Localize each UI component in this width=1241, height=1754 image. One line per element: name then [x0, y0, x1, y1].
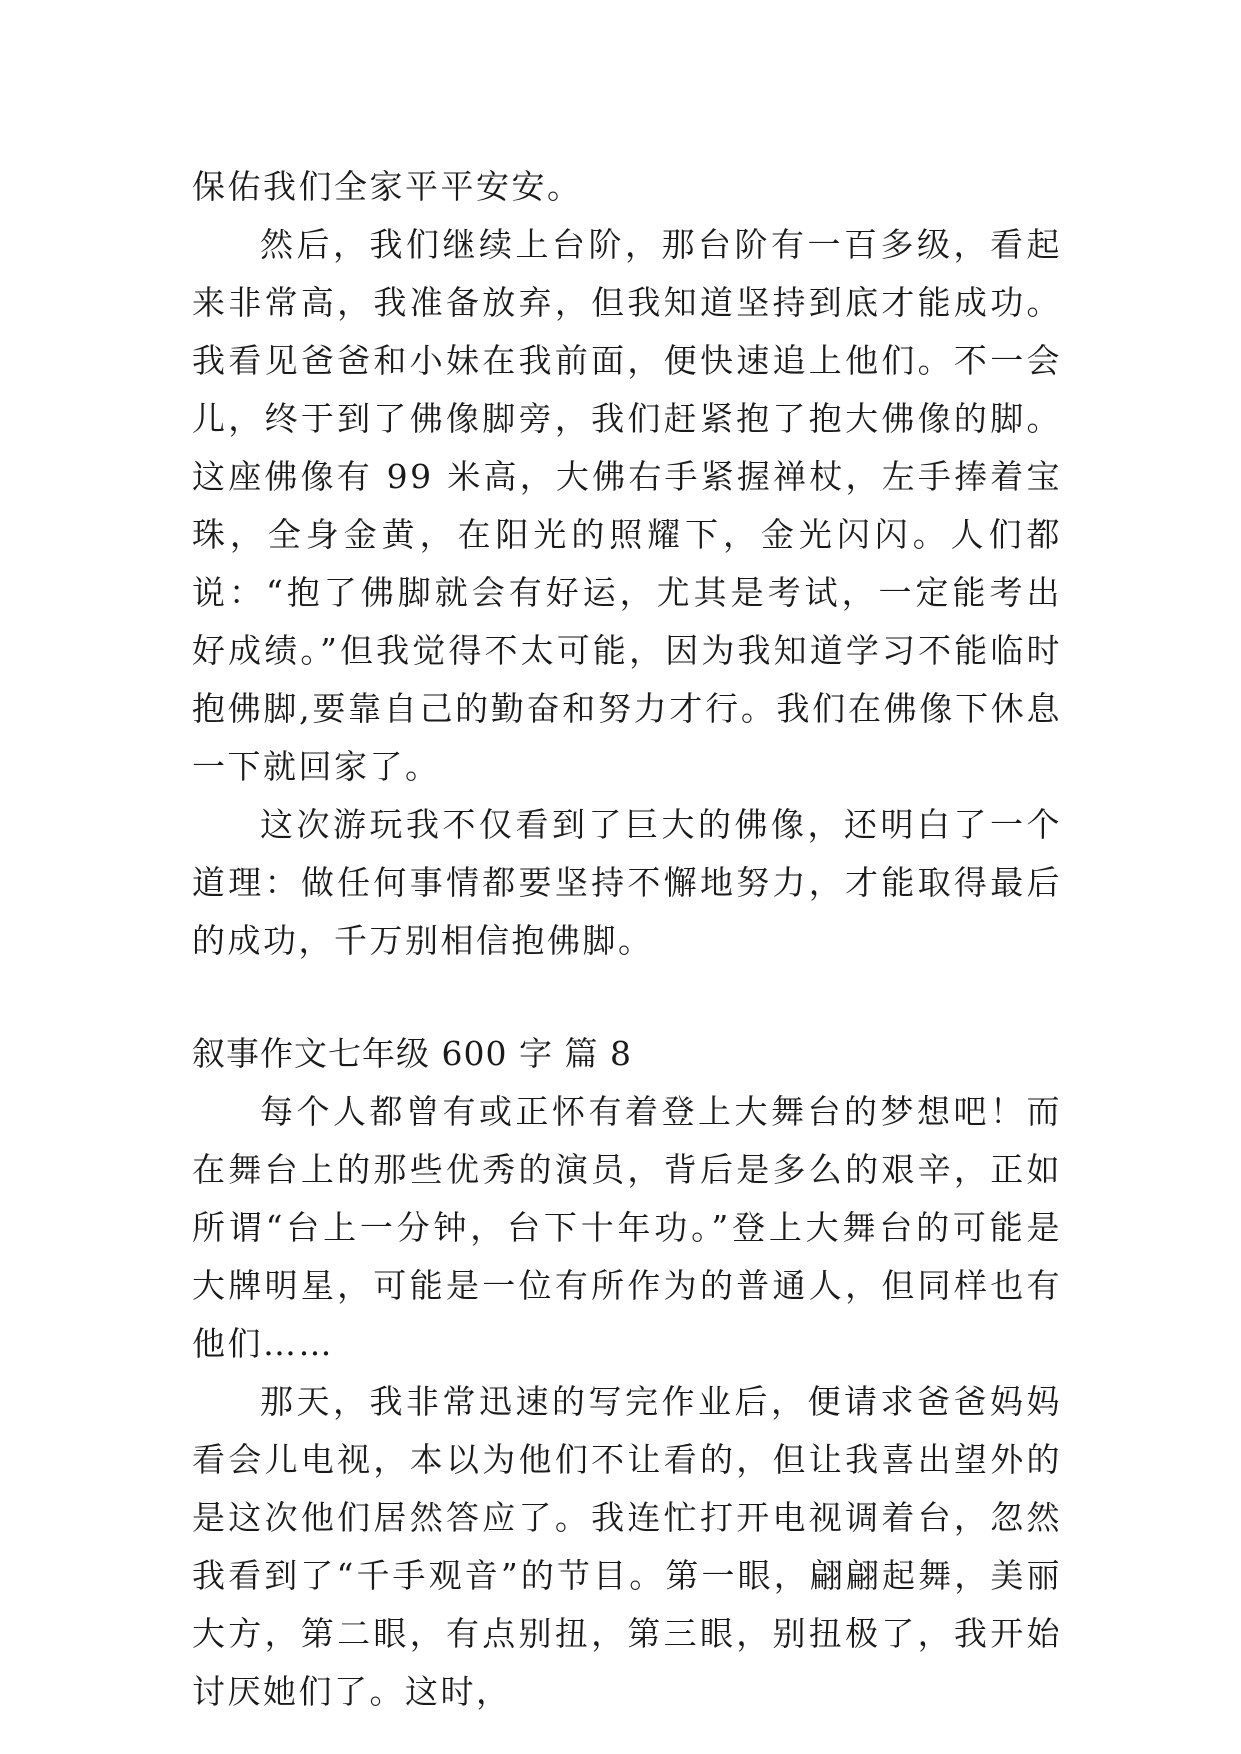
- paragraph: 那天，我非常迅速的写完作业后，便请求爸爸妈妈看会儿电视，本以为他们不让看的，但让我喜出望外的是这次他们居然答应了。我连忙打开电视调着台，忽然我看到了“千手观音”的节目。第一眼，翩翩起舞，美丽大方，第二眼，有点别扭，第三眼，别扭极了，我开始讨厌她们了。这时，: [192, 1382, 1062, 1711]
- paragraph: 每个人都曾有或正怀有着登上大舞台的梦想吧！而在舞台上的那些优秀的演员，背后是多么的艰辛，正如所谓“台上一分钟，台下十年功。”登上大舞台的可能是大牌明星，可能是一位有所作为的普通人，但同样也有他们……: [192, 1092, 1062, 1363]
- section-title: 叙事作文七年级 600 字 篇 8: [192, 1034, 632, 1073]
- document-body: [192, 158, 1062, 1721]
- paragraph: 这次游玩我不仅看到了巨大的佛像，还明白了一个道理：做任何事情都要坚持不懈地努力，才能取得最后的成功，千万别相信抱佛脚。: [192, 805, 1062, 960]
- paragraph-continuation: 保佑我们全家平平安安。: [192, 167, 583, 206]
- paragraph: 然后，我们继续上台阶，那台阶有一百多级，看起来非常高，我准备放弃，但我知道坚持到底才能成功。我看见爸爸和小妹在我前面，便快速追上他们。不一会儿，终于到了佛像脚旁，我们赶紧抱了抱大佛像的脚。这座佛像有 99 米高，大佛右手紧握禅杖，左手捧着宝珠，全身金黄，在阳光的照耀下，金光闪闪。人们都说：“抱了佛脚就会有好运，尤其是考试，一定能考出好成绩。”但我觉得不太可能，因为我知道学习不能临时抱佛脚,要靠自己的勤奋和努力才行。我们在佛像下休息一下就回家了。: [192, 225, 1062, 786]
